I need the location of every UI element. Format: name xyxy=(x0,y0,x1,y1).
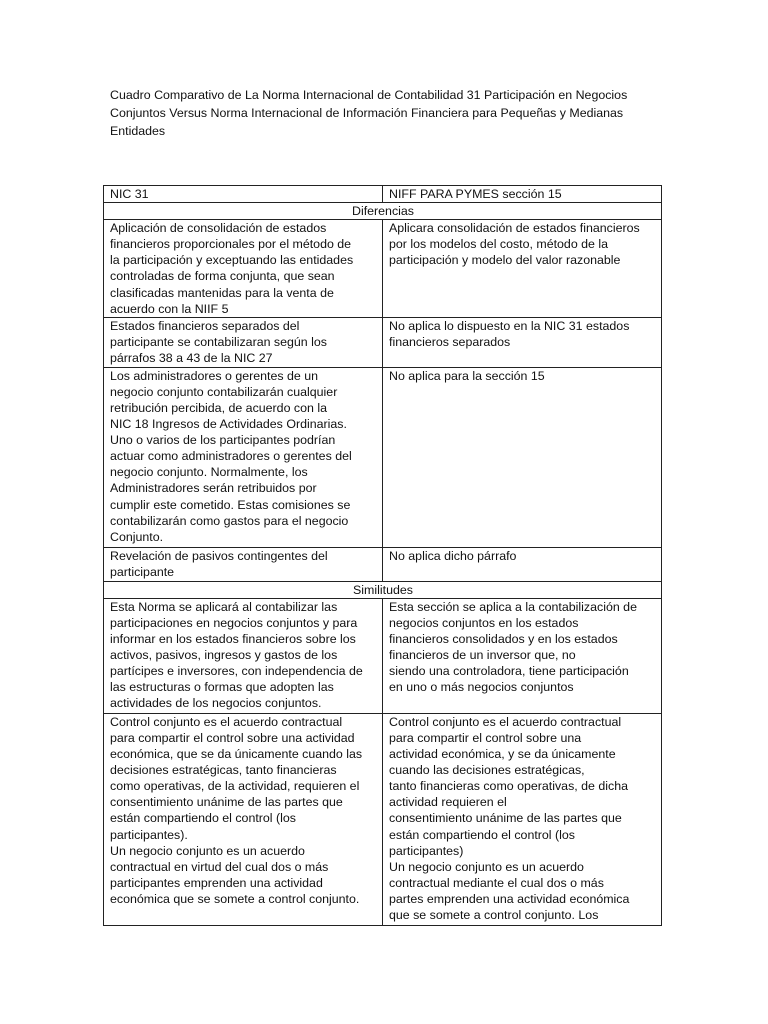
table-row xyxy=(104,547,662,581)
header-nic31: NIC 31 xyxy=(104,186,383,203)
cell-text: Esta sección se aplica a la contabilización de negocios conjuntos en los estados financieros consolidados y en los estados financieros de un inversor que, no siendo una controladora, tiene participación en uno o más negocios conjuntos xyxy=(389,599,637,695)
section-row-similitudes xyxy=(104,581,662,598)
cell-text: No aplica dicho párrafo xyxy=(389,548,517,563)
section-title-similitudes: Similitudes xyxy=(104,581,662,598)
cell-text: Estados financieros separados del participante se contabilizaran según los párrafos 38 a 43 de la NIC 27 xyxy=(110,318,327,365)
cell-text: Revelación de pasivos contingentes del participante xyxy=(110,548,328,579)
table-row xyxy=(104,598,662,713)
cell-text: Aplicación de consolidación de estados financieros proporcionales por el método de la participación y exceptuando las entidades controladas de forma conjunta, que sean clasificadas mantenidas para la venta de acuerdo con la NIIF 5 xyxy=(110,221,354,316)
cell-text: Control conjunto es el acuerdo contractual para compartir el control sobre una actividad económica, y se da únicamente cuando las decisiones estratégicas, tanto financieras como operativas, de dicha actividad requieren el consentimiento unánime de las partes que están compartiendo el control (los participantes) Un negocio conjunto es un acuerdo contractual mediante el cual dos o más partes emprenden una actividad económica que se somete a control conjunto. Los xyxy=(389,714,630,922)
cell-text: Control conjunto es el acuerdo contractual para compartir el control sobre una actividad económica, que se da únicamente cuando las decisiones estratégicas, tanto financieras como operativas, de la actividad, requieren el consentimiento unánime de las partes que están compartiendo el control (los participantes). Un negocio conjunto es un acuerdo contractual en virtud del cual dos o más participantes emprenden una actividad económica que se somete a control conjunto. xyxy=(110,714,363,906)
cell-text: Esta Norma se aplicará al contabilizar las participaciones en negocios conjuntos y para informar en los estados financieros sobre los activos, pasivos, ingresos y gastos de los partícipes e inversores, con independencia de las estructuras o formas que adopten las actividades de los negocios conjuntos. xyxy=(110,599,363,711)
table-row xyxy=(104,713,662,925)
cell-niif-pymes xyxy=(383,713,662,925)
cell-niif-pymes xyxy=(383,598,662,713)
cell-text: No aplica lo dispuesto en la NIC 31 estados financieros separados xyxy=(389,318,630,349)
cell-nic31 xyxy=(104,598,383,713)
cell-niif-pymes xyxy=(383,367,662,547)
cell-nic31 xyxy=(104,317,383,367)
comparison-table xyxy=(103,185,662,926)
cell-text: Los administradores o gerentes de un negocio conjunto contabilizarán cualquier retribución percibida, de acuerdo con la NIC 18 Ingresos de Actividades Ordinarias. Uno o varios de los participantes podrían actuar como administradores o gerentes del negocio conjunto. Normalmente, los Administradores serán retribuidos por cumplir este cometido. Estas comisiones se contabilizarán como gastos para el negocio Conjunto. xyxy=(110,368,352,544)
section-row-diferencias xyxy=(104,203,662,220)
table-row xyxy=(104,367,662,547)
cell-nic31 xyxy=(104,713,383,925)
document-title: Cuadro Comparativo de La Norma Internacional de Contabilidad 31 Participación en Negocios Conjuntos Versus Norma Internacional de Información Financiera para Pequeñas y Medianas Entidades xyxy=(110,88,628,139)
table-header-row xyxy=(104,186,662,203)
section-title-diferencias: Diferencias xyxy=(104,203,662,220)
cell-nic31 xyxy=(104,220,383,318)
table-row xyxy=(104,317,662,367)
table-row xyxy=(104,220,662,318)
cell-text: No aplica para la sección 15 xyxy=(389,368,545,383)
cell-niif-pymes xyxy=(383,547,662,581)
cell-nic31 xyxy=(104,367,383,547)
cell-niif-pymes xyxy=(383,220,662,318)
cell-niif-pymes xyxy=(383,317,662,367)
header-niif-pymes: NIFF PARA PYMES sección 15 xyxy=(383,186,662,203)
cell-text: Aplicara consolidación de estados financieros por los modelos del costo, método de la participación y modelo del valor razonable xyxy=(389,221,640,268)
cell-nic31 xyxy=(104,547,383,581)
